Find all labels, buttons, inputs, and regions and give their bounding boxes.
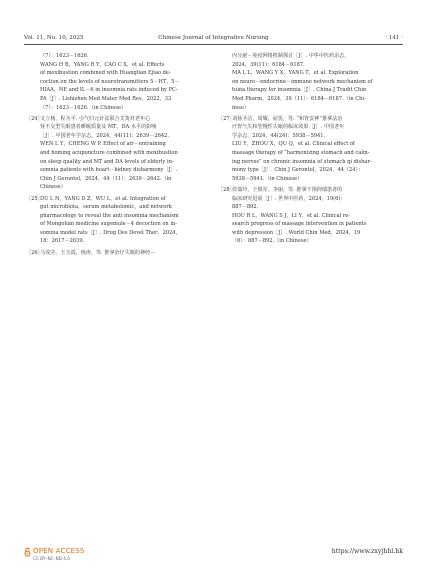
- reference-entry: [26, 195, 208, 247]
- reference-line: 5938－5941.（in Chinese）: [232, 175, 303, 182]
- reference-line: 18：2617－2639.: [40, 238, 85, 245]
- reference-line: 肾不交型失眠患者睡眠质量及 MT、DA 水平的影响: [40, 124, 157, 131]
- reference-entry: [26, 115, 208, 192]
- reference-line: somnia patients with heart－kidney disharmony［J］.: [40, 167, 178, 174]
- reference-line: pharmacology to reveal the anti insomnia mechanism: [40, 212, 179, 219]
- reference-line: 887－892.: [232, 204, 259, 211]
- reference-line: Med Pharm，2024，39（11）：6184－6187.（in Chi-: [232, 95, 366, 102]
- reference-line: （7）：1623－1626.（in Chinese）: [40, 104, 127, 111]
- reference-line: LIU Y，ZHOU X，QU Q，et al. Clinical effect of: [232, 141, 355, 148]
- reference-line: DU L N，YANG D Z，WU L，et al. Integration of: [40, 195, 166, 202]
- reference-number: ［27］: [218, 115, 235, 122]
- page-footer: [24, 546, 403, 566]
- references-left-column: [26, 52, 208, 260]
- reference-line: tuina therapy for insomnia［J］. China J Tradit Chin: [232, 87, 367, 94]
- reference-entry: [26, 249, 208, 258]
- reference-line: of moxibustion combined with Huanglian Ejiao de-: [40, 70, 171, 77]
- reference-line: of Mongolian medicine sugemule－4 decoction on in-: [40, 221, 177, 228]
- reference-number: ［24］: [26, 115, 43, 122]
- reference-line: （6）：887－892.（in Chinese）: [232, 238, 312, 245]
- reference-number: ［26］: [26, 249, 43, 256]
- open-access-label: OPEN ACCESS: [33, 547, 85, 555]
- page-number: · 141 ·: [385, 35, 403, 41]
- reference-line: HIAA，NE and IL－6 in insomnia rats induced by PC-: [40, 87, 178, 94]
- reference-line: 马茂莹，王玉霞，杨涛，等. 推拿治疗失眠的神经－: [40, 249, 156, 256]
- reference-number: ［25］: [26, 195, 43, 202]
- reference-line: ing nerves” on chronic insomnia of stomach qi dishar-: [232, 158, 372, 165]
- reference-line: with depression［J］. World Chin Med，2024，19: [232, 229, 361, 236]
- reference-entry: [26, 52, 208, 112]
- reference-line: on neuro－endocrine－immune network mechanism of: [232, 78, 373, 85]
- reference-number: ［28］: [218, 186, 235, 193]
- reference-line: WEN L Y，CHENG W P. Effect of air－entraining: [40, 141, 166, 148]
- reference-line: gut microbiota，serum metabolomic，and network: [40, 204, 172, 211]
- website-link[interactable]: https://www.zxyjhhl.hk: [331, 548, 403, 555]
- reference-line: （7）：1623－1626.: [40, 53, 89, 59]
- reference-line: 文立杨，程为平. 引气归元针法联合艾灸对老年心: [40, 115, 151, 122]
- reference-line: search progress of massage intervention in patients: [232, 221, 367, 228]
- reference-line: 刘扬圣洁，周耀，屈优，等. “和胃安神”推拿法治: [232, 115, 343, 122]
- reference-line: on sleep quality and MT and DA levels of elderly in-: [40, 158, 174, 165]
- reference-line: PA［J］. Lishizhen Med Mater Med Res，2022，33: [40, 95, 172, 102]
- running-header: [24, 32, 403, 45]
- reference-line: Chin J Gerontol，2024，44（11）：2639－2642.（in: [40, 175, 172, 182]
- reference-line: 2024，39(11)：6184－6187.: [232, 61, 305, 68]
- reference-line: coction on the levels of neurotransmitters 5－HT，5－: [40, 78, 180, 85]
- reference-line: mony type［J］. Chin J Gerontol，2024，44（24）：: [232, 167, 364, 174]
- reference-line: 内分泌－免疫网络机制探讨［J］. 中华中医药杂志，: [232, 53, 350, 59]
- reference-entry: [218, 115, 400, 184]
- reference-line: MA L L，WANG Y X，YANG T，et al. Exploration: [232, 70, 359, 77]
- reference-line: nese）: [232, 104, 250, 111]
- reference-line: somnia model rats［J］. Drug Des Devel Ther，2024，: [40, 229, 181, 236]
- license-label: CC BY–NC–ND 4.0: [33, 556, 70, 561]
- reference-line: HOU R L，WANG S J，LI Y，et al. Clinical re-: [232, 212, 350, 219]
- reference-entry: [218, 186, 400, 246]
- open-access-lock-icon: [24, 547, 31, 557]
- reference-line: ［J］. 中国老年学杂志，2024，44(11)：2639－2642.: [40, 132, 169, 139]
- references-right-column: [218, 52, 400, 249]
- reference-line: 疗胃气失和型慢性失眠的临床效果［J］. 中国老年: [232, 124, 345, 131]
- reference-line: Chinese）: [40, 184, 66, 191]
- journal-title: Chinese Journal of Integrative Nursing: [158, 35, 269, 41]
- reference-line: 侯瑞玲，王慎军，李丽，等. 推拿干预抑郁患者的: [232, 186, 343, 193]
- reference-line: 学杂志，2024，44(24)：5938－5941.: [232, 132, 326, 139]
- volume-issue: Vol. 11, No. 10, 2025: [24, 35, 84, 41]
- reference-entry: [218, 52, 400, 112]
- reference-line: and homing acupuncture combined with moxibustion: [40, 150, 178, 157]
- reference-line: 临床研究进展［J］. 世界中医药，2024，19(6)：: [232, 195, 346, 202]
- reference-line: massage therapy of “harmonizing stomach and calm-: [232, 150, 370, 157]
- reference-line: WANG H B，YANG R Y，CAO C X，et al. Effects: [40, 61, 165, 68]
